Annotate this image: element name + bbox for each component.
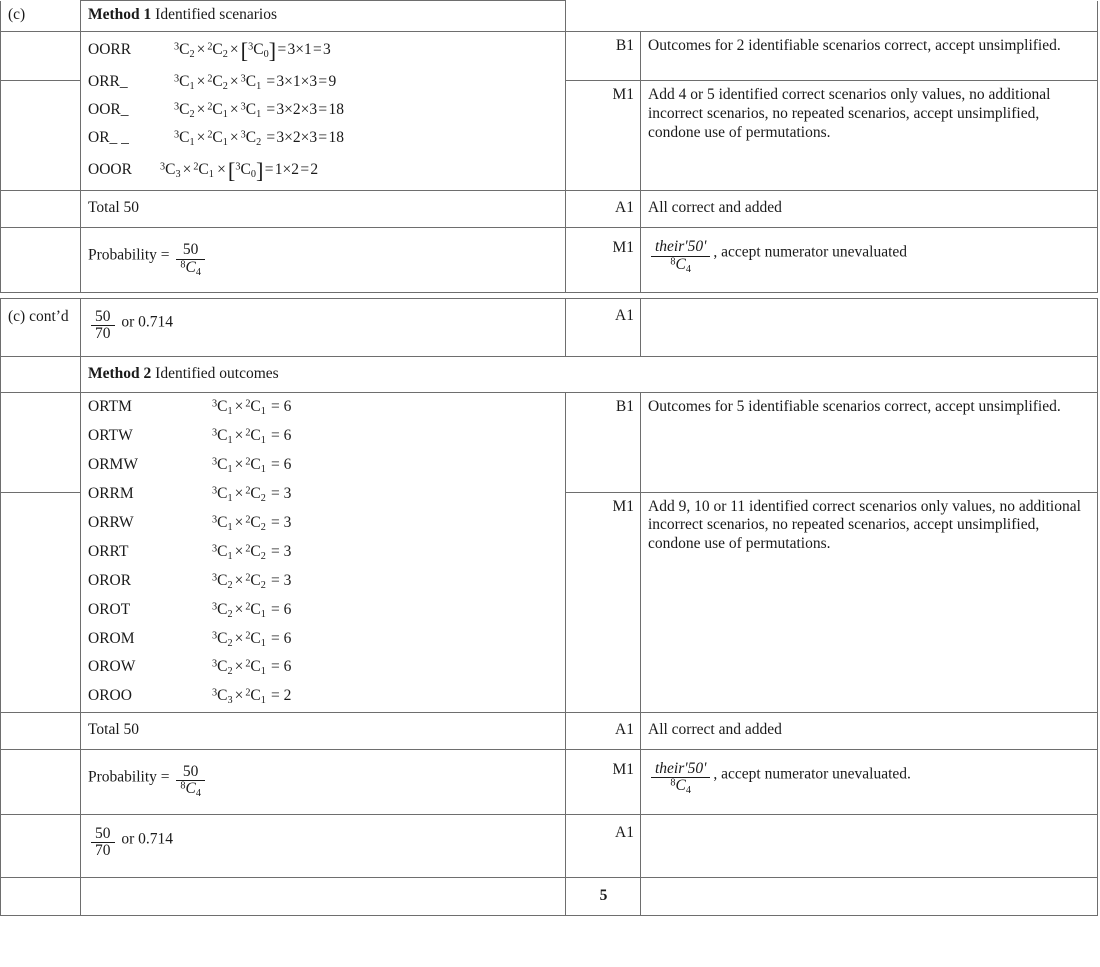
mark-label: B1	[615, 36, 634, 54]
scenario-expression: $^3C_1 \times ^2C_1 \times ^3C_2$ = 3×2×3 = 18	[174, 129, 344, 148]
mark-a1-method2-final	[566, 814, 641, 878]
outcome-expression: $^3C_1 \times ^2C_2$ = 3	[212, 542, 292, 562]
fraction	[651, 239, 710, 273]
note-a1-method1-total	[641, 191, 1098, 228]
outcome-row	[88, 687, 559, 706]
outcome-expression: $^3C_1 \times ^2C_1$ = 6	[212, 398, 292, 418]
footer-blank-note-cell	[641, 878, 1098, 916]
question-gutter	[1, 191, 81, 228]
scenario-expression: $^3C_2 \times ^2C_2 \times[^3C_0]$ = 3×1 = 3	[174, 37, 331, 63]
table-row	[1, 357, 1098, 393]
note-text: Add 4 or 5 identified correct scenarios only values, no additional incorrect scenarios, no repeated scenarios, accept unsimplified, condone use of permutations.	[648, 86, 1051, 142]
mark-a1-method1-final	[566, 298, 641, 357]
question-gutter	[1, 31, 81, 80]
question-gutter	[1, 878, 81, 916]
table-row	[1, 228, 1098, 293]
fraction	[651, 761, 710, 795]
fraction-numerator: their'50'	[655, 760, 707, 778]
note-m1-method1-prob	[641, 228, 1098, 293]
outcome-expression: $^3C_3 \times ^2C_1$ = 2	[212, 687, 292, 707]
outcome-expression: $^3C_2 \times ^2C_1$ = 6	[212, 658, 292, 678]
footer-blank-cell	[81, 878, 566, 916]
note-text: Outcomes for 2 identifiable scenarios correct, accept unsimplified.	[648, 36, 1061, 54]
outcome-label: OROW	[88, 658, 136, 676]
outcome-row	[88, 601, 559, 620]
outcome-label: ORRT	[88, 542, 129, 560]
table-row	[1, 814, 1098, 878]
mark-m1-method1	[566, 81, 641, 191]
outcome-row	[88, 543, 559, 562]
probability-label: Probability =	[88, 246, 170, 264]
mark-m1-method2	[566, 492, 641, 713]
method2-heading-rest: Identified outcomes	[151, 365, 279, 383]
method1-heading-bold: Method 1	[88, 6, 152, 23]
table-row	[1, 713, 1098, 750]
probability-expression	[88, 755, 559, 808]
mark-label: M1	[612, 497, 634, 515]
method2-final-cell	[81, 814, 566, 878]
mark-a1-method2-total	[566, 713, 641, 750]
outcome-row	[88, 485, 559, 504]
table-row	[1, 750, 1098, 815]
question-gutter	[1, 492, 81, 713]
scenario-label: OOOR	[88, 161, 132, 178]
method2-outcomes-cell	[81, 393, 566, 713]
question-label-text: (c)	[8, 5, 26, 23]
note-m1-method2-prob	[641, 750, 1098, 815]
scenario-expression: $^3C_3 \times ^2C_1$ $\times[^3C_0]$ = 1×2 = 2	[160, 158, 319, 184]
outcome-expression: $^3C_1 \times ^2C_1$ = 6	[212, 456, 292, 475]
note-text: Outcomes for 5 identifiable scenarios correct, accept unsimplified.	[648, 398, 1061, 416]
method2-heading-bold: Method 2	[88, 365, 152, 383]
question-label-text: (c) cont’d	[8, 307, 69, 325]
outcome-row	[88, 630, 559, 649]
table-row	[1, 191, 1098, 228]
fraction-numerator: 50	[182, 241, 199, 259]
fraction	[176, 764, 205, 798]
outcome-label: ORTM	[88, 398, 132, 416]
final-answer-expression	[88, 304, 559, 351]
question-label-c-contd	[1, 298, 81, 357]
fraction-denominator: $^8C_4$	[651, 777, 710, 794]
total-text: Total 50	[88, 721, 140, 739]
outcome-label: OROM	[88, 629, 135, 647]
scenario-label: ORR_	[88, 73, 128, 91]
fraction-numerator: 50	[95, 307, 111, 325]
outcome-row	[88, 514, 559, 533]
fraction-numerator: 50	[95, 824, 111, 842]
note-tail-text: , accept numerator unevaluated.	[713, 765, 911, 783]
mark-label: A1	[615, 199, 634, 217]
outcome-row	[88, 658, 559, 677]
method2-total-cell	[81, 713, 566, 750]
note-a1-method2-final	[641, 814, 1098, 878]
outcome-label: ORRM	[88, 485, 134, 503]
mark-m1-method2-prob	[566, 750, 641, 815]
final-answer-alt: or 0.714	[121, 830, 174, 848]
scenario-label: OOR_	[88, 101, 129, 119]
fraction	[91, 309, 115, 343]
total-marks-text: 5	[599, 887, 608, 905]
question-gutter	[1, 814, 81, 878]
probability-note-expression	[648, 233, 1091, 283]
fraction	[176, 242, 205, 276]
method1-final-cell	[81, 298, 566, 357]
fraction-denominator: $^8C_4$	[176, 259, 205, 276]
question-label-c	[1, 1, 81, 32]
mark-label: M1	[612, 239, 634, 257]
table-row	[1, 1, 1098, 32]
note-a1-method2-total	[641, 713, 1098, 750]
outcome-label: OROO	[88, 687, 132, 705]
question-gutter	[1, 713, 81, 750]
question-gutter	[1, 393, 81, 492]
mark-m1-method1-prob	[566, 228, 641, 293]
probability-expression	[88, 233, 559, 286]
note-a1-method1-final	[641, 298, 1098, 357]
table-row	[1, 298, 1098, 357]
question-gutter	[1, 81, 81, 191]
note-m1-method1	[641, 81, 1098, 191]
question-gutter	[1, 228, 81, 293]
question-gutter	[1, 750, 81, 815]
outcome-label: OROT	[88, 600, 131, 618]
fraction-numerator: 50	[182, 763, 199, 781]
outcome-label: ORRW	[88, 513, 134, 531]
scenario-expression: $^3C_1 \times ^2C_2 \times ^3C_1$ = 3×1×3 = 9	[174, 73, 337, 93]
fraction-numerator: their'50'	[655, 238, 707, 256]
scenario-row	[88, 37, 559, 64]
mark-scheme-table-part-2	[0, 298, 1098, 916]
note-text: All correct and added	[648, 721, 782, 739]
scenario-label: OORR	[88, 40, 132, 58]
table-row	[1, 393, 1098, 492]
method1-scenarios-cell	[81, 31, 566, 191]
method1-total-cell	[81, 191, 566, 228]
mark-a1-method1-total	[566, 191, 641, 228]
outcome-row	[88, 572, 559, 591]
fraction-denominator: $^8C_4$	[651, 256, 710, 273]
method1-heading-rest: Identified scenarios	[151, 6, 277, 23]
total-text: Total 50	[88, 199, 140, 217]
outcome-row	[88, 398, 559, 417]
method1-heading-cell	[81, 1, 566, 32]
probability-note-expression	[648, 755, 1091, 805]
scenario-row	[88, 101, 559, 120]
method2-heading-cell	[81, 357, 1098, 393]
outcome-label: OROR	[88, 571, 132, 589]
spacer-mark-cell	[566, 1, 641, 32]
spacer-note-cell	[641, 1, 1098, 32]
mark-label: A1	[615, 721, 634, 739]
outcome-expression: $^3C_2 \times ^2C_1$ = 6	[212, 600, 292, 620]
note-b1-method1	[641, 31, 1098, 80]
table-row-total-marks	[1, 878, 1098, 916]
outcome-expression: $^3C_1 \times ^2C_2$ = 3	[212, 485, 292, 504]
outcome-expression: $^3C_2 \times ^2C_2$ = 3	[212, 571, 292, 591]
scenario-row	[88, 73, 559, 92]
note-text: All correct and added	[648, 199, 782, 217]
mark-label: A1	[615, 306, 634, 324]
note-tail-text: , accept numerator unevaluated	[713, 243, 908, 261]
note-text: Add 9, 10 or 11 identified correct scenarios only values, no additional incorrect scenarios, no repeated scenarios, accept unsimplified, condone use of permutations.	[648, 497, 1081, 553]
probability-label: Probability =	[88, 768, 170, 786]
mark-label: B1	[615, 398, 634, 416]
fraction	[91, 826, 115, 860]
outcome-expression: $^3C_2 \times ^2C_1$ = 6	[212, 629, 292, 649]
scenario-row	[88, 157, 559, 184]
outcome-row	[88, 456, 559, 475]
mark-label: M1	[612, 761, 634, 779]
method1-probability-cell	[81, 228, 566, 293]
fraction-denominator: $^8C_4$	[176, 780, 205, 797]
note-m1-method2	[641, 492, 1098, 713]
mark-b1-method1	[566, 31, 641, 80]
final-answer-expression	[88, 820, 559, 872]
scenario-expression: $^3C_2 \times ^2C_1 \times ^3C_1$ = 3×2×3 = 18	[174, 101, 344, 121]
outcome-expression: $^3C_1 \times ^2C_1$ = 6	[212, 427, 292, 447]
scenario-label: OR_ _	[88, 129, 129, 147]
mark-label: A1	[615, 823, 634, 841]
question-gutter	[1, 357, 81, 393]
total-marks-value	[566, 878, 641, 916]
mark-label: M1	[612, 86, 634, 104]
outcome-label: ORTW	[88, 427, 133, 445]
outcome-row	[88, 427, 559, 446]
table-row	[1, 31, 1098, 80]
final-answer-alt: or 0.714	[121, 313, 174, 331]
outcome-label: ORMW	[88, 456, 138, 474]
outcome-expression: $^3C_1 \times ^2C_2$ = 3	[212, 513, 292, 533]
fraction-denominator: 70	[91, 325, 115, 342]
method2-probability-cell	[81, 750, 566, 815]
scenario-row	[88, 129, 559, 148]
note-b1-method2	[641, 393, 1098, 492]
mark-b1-method2	[566, 393, 641, 492]
mark-scheme-table-part-1	[0, 0, 1098, 293]
fraction-denominator: 70	[91, 842, 115, 859]
